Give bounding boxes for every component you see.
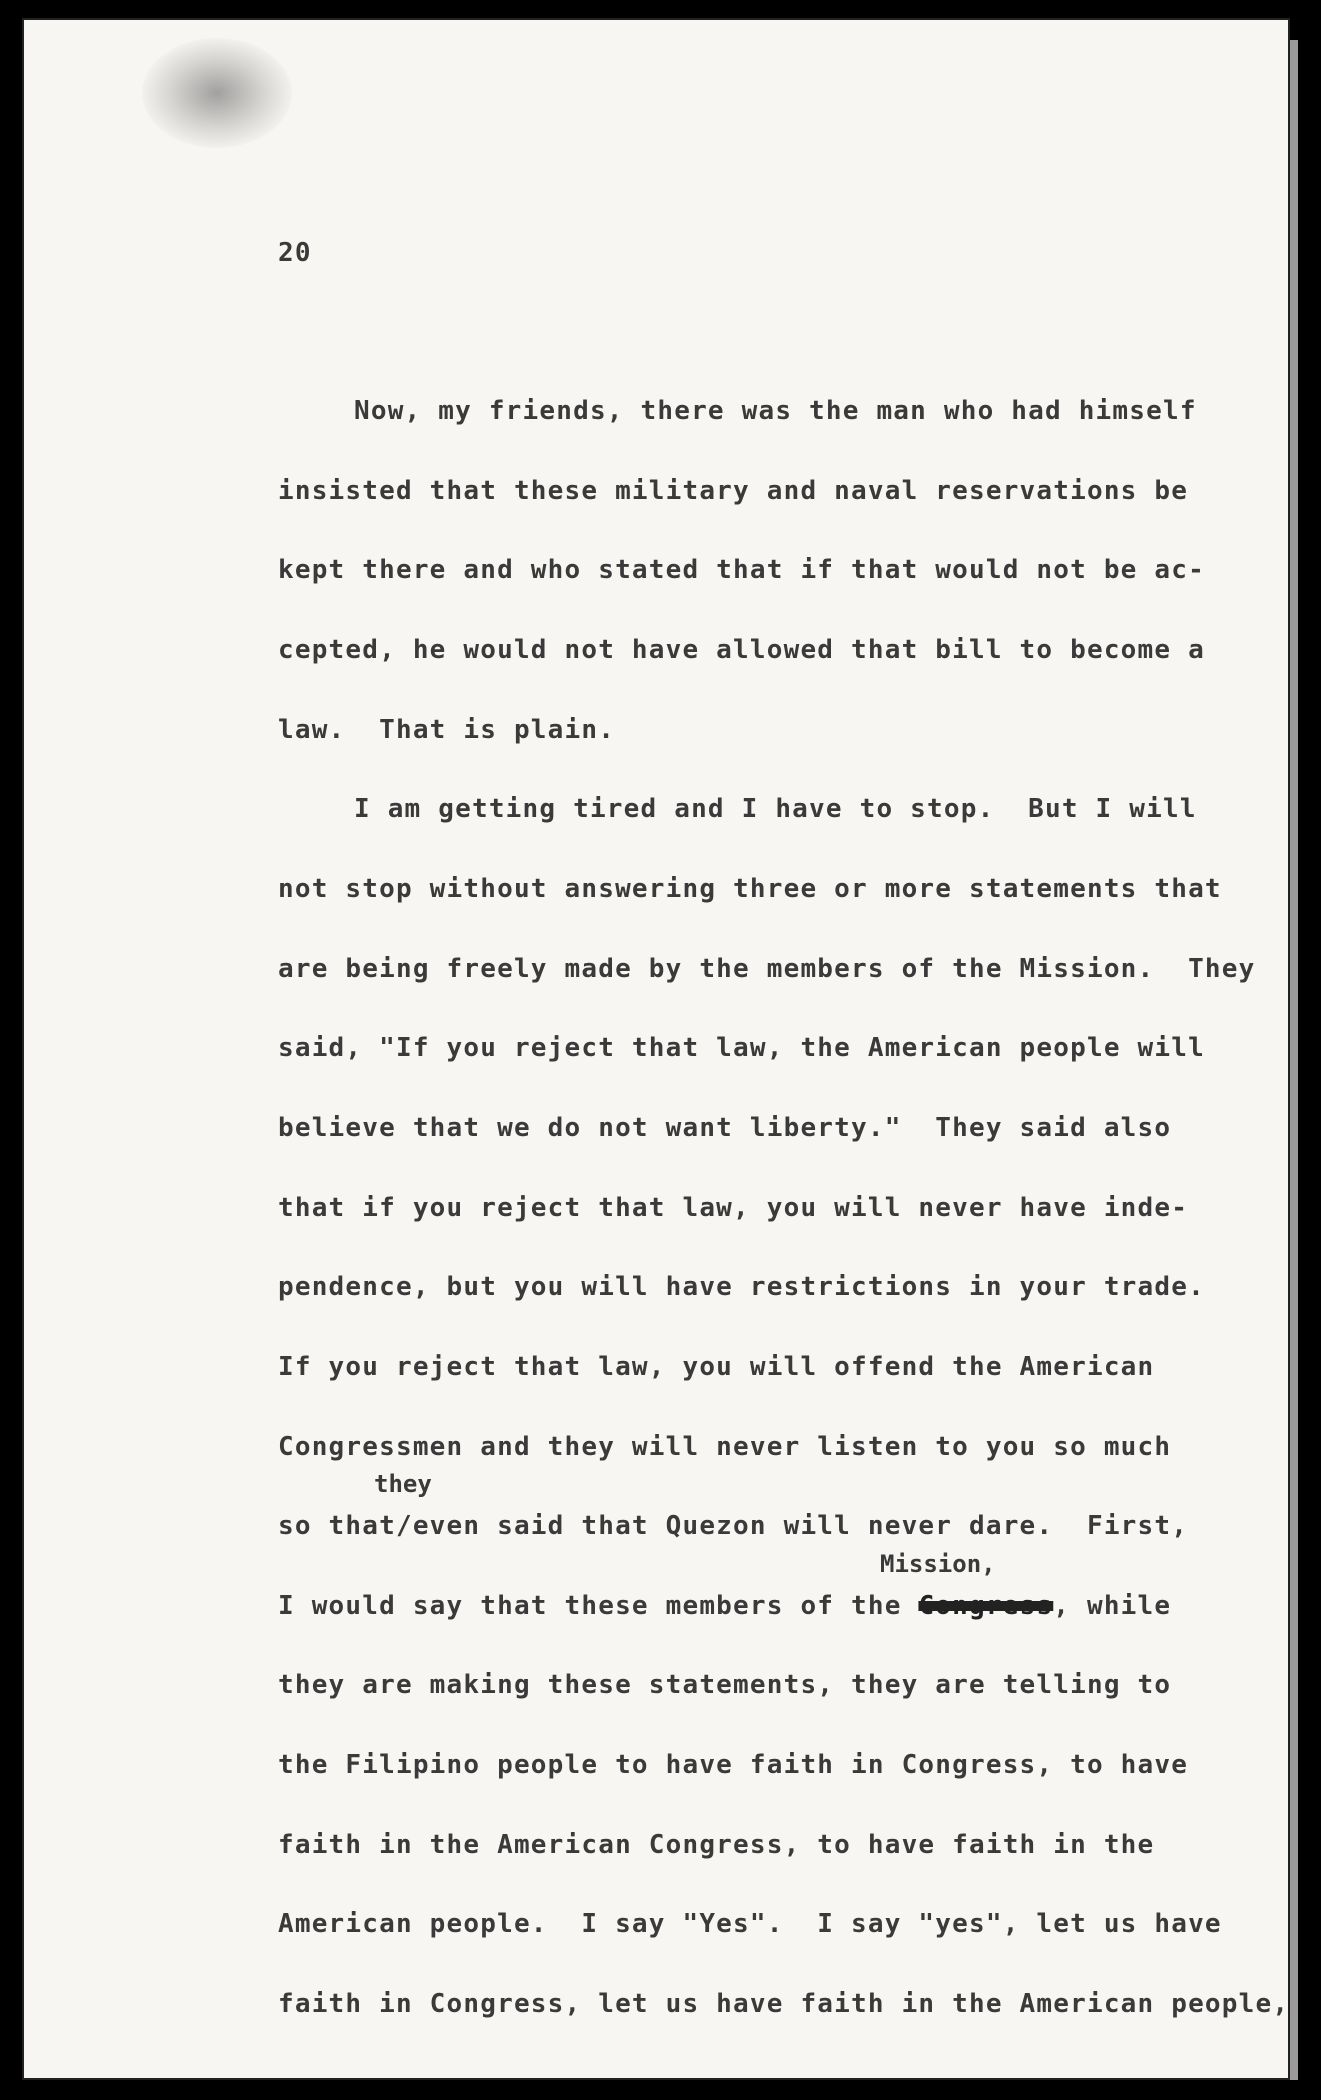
page-number: 20 (278, 238, 312, 268)
text-line: so that/even said that Quezon will never dare. First, (278, 1511, 1189, 1541)
text-line: said, "If you reject that law, the American people will (278, 1033, 1205, 1063)
text-line: If you reject that law, you will offend the American (278, 1352, 1155, 1382)
document-page (22, 18, 1290, 2080)
text-line: American people. I say "Yes". I say "yes", let us have (278, 1909, 1222, 1939)
typed-insertion-mission: Mission, (880, 1550, 996, 1578)
text-line: they are making these statements, they are telling to (278, 1670, 1172, 1700)
text-line: pendence, but you will have restrictions in your trade. (278, 1272, 1205, 1302)
text-line: believe that we do not want liberty." They said also (278, 1113, 1172, 1143)
text-line: faith in the American Congress, to have faith in the (278, 1830, 1155, 1860)
handwritten-insertion-they: they (374, 1470, 432, 1498)
text-line: the Filipino people to have faith in Congress, to have (278, 1750, 1189, 1780)
struck-word: Congress (918, 1591, 1054, 1621)
text-line: cepted, he would not have allowed that bill to become a (278, 635, 1205, 665)
text-line: I am getting tired and I have to stop. But I will (354, 794, 1197, 824)
text-line: Congressmen and they will never listen to you so much (278, 1432, 1172, 1462)
text-line: are being freely made by the members of the Mission. They (278, 954, 1256, 984)
text-line-with-correction (278, 1591, 1171, 1621)
text-line: not stop without answering three or more statements that (278, 874, 1222, 904)
text-line: kept there and who stated that if that would not be ac- (278, 555, 1205, 585)
ink-smudge (142, 38, 292, 148)
text-line: Now, my friends, there was the man who had himself (354, 396, 1197, 426)
text-line: that if you reject that law, you will never have inde- (278, 1193, 1189, 1223)
text-line: law. That is plain. (278, 715, 616, 745)
text-segment: I would say that these members of the (278, 1591, 902, 1621)
text-line: faith in Congress, let us have faith in the American people, (278, 1989, 1290, 2019)
text-line: insisted that these military and naval reservations be (278, 476, 1189, 506)
page-edge (1290, 40, 1298, 2080)
text-segment: , while (1053, 1591, 1172, 1621)
